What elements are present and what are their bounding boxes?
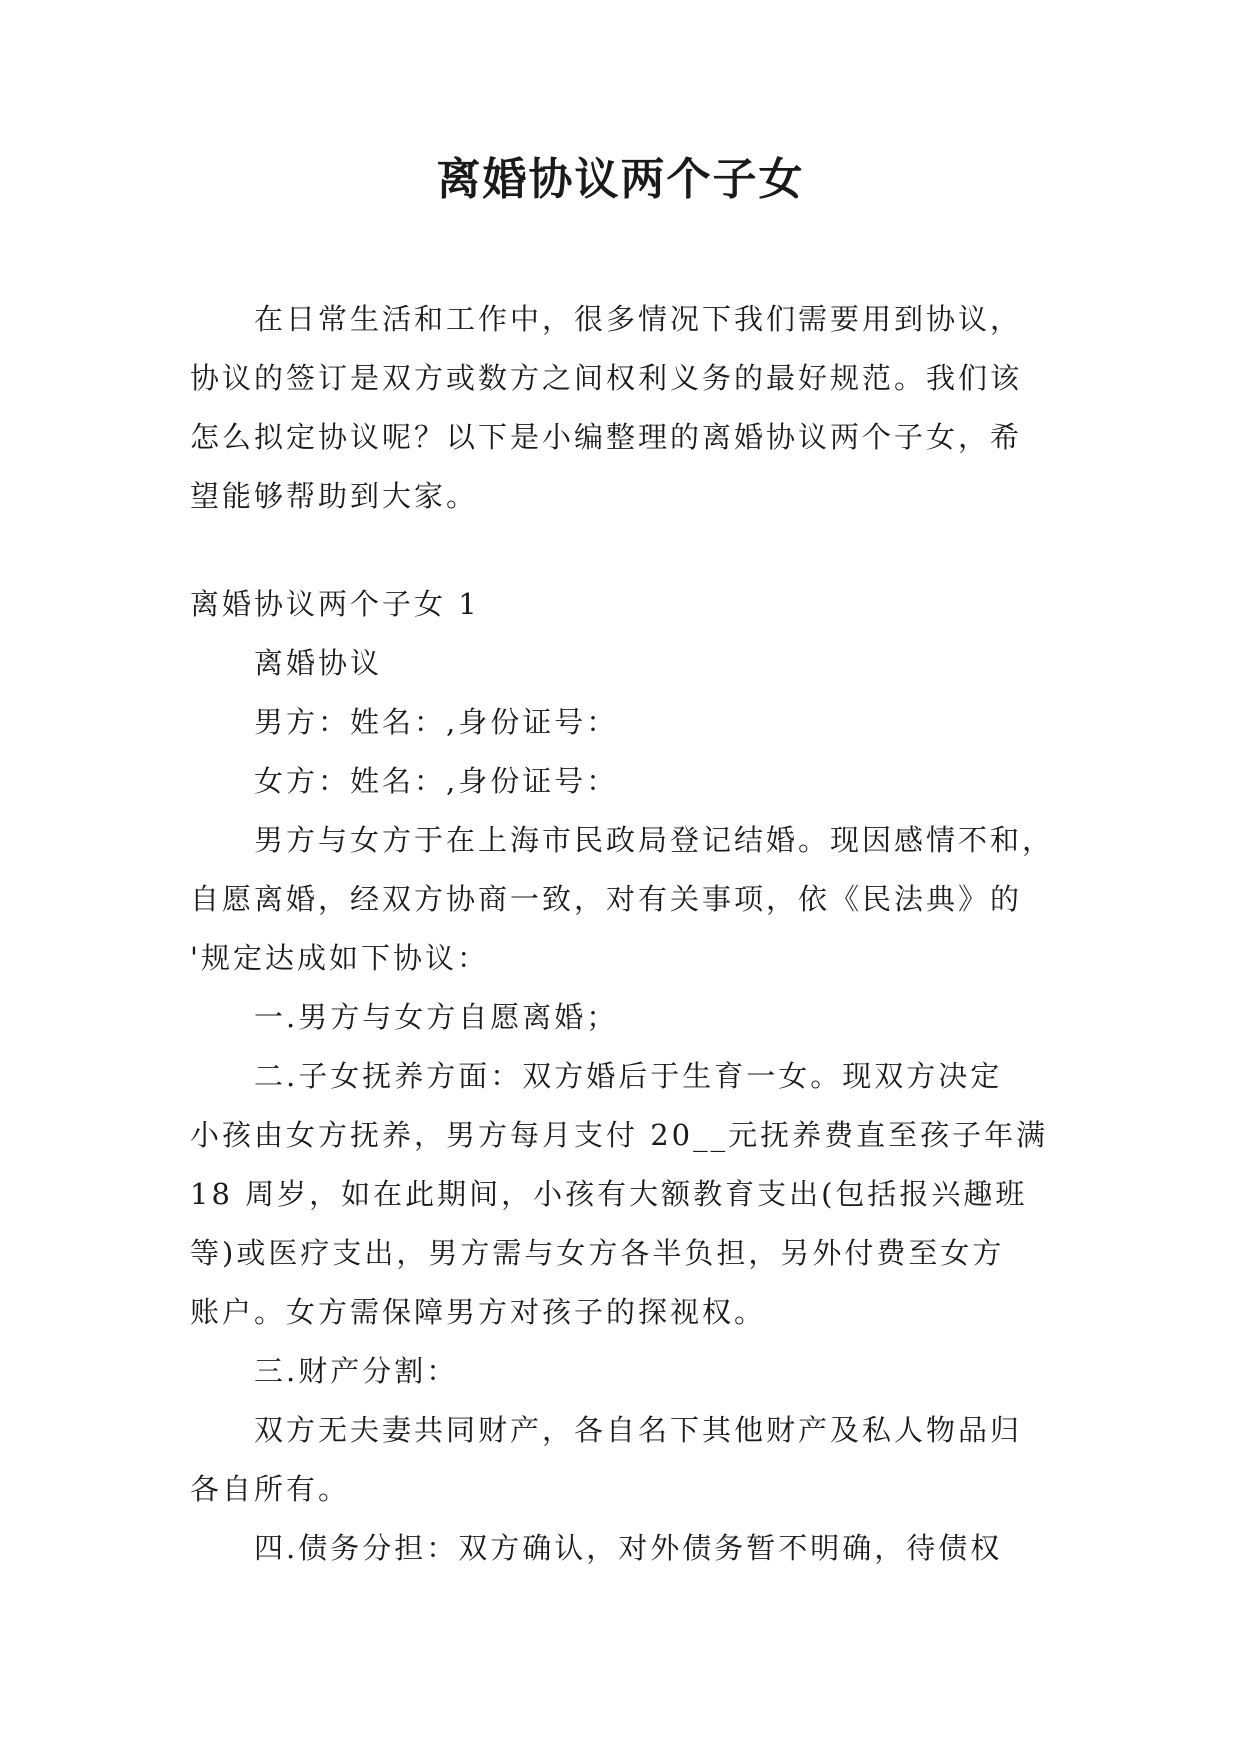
preamble-line: 自愿离婚，经双方协商一致，对有关事项，依《民法典》的 [190,882,1023,916]
agreement-title: 离婚协议 [254,646,383,680]
clause-1: 一.男方与女方自愿离婚； [254,1000,619,1034]
male-party-line: 男方：姓名：,身份证号： [254,705,619,739]
clause-2-line: 账户。女方需保障男方对孩子的探视权。 [190,1295,767,1329]
preamble-line: '规定达成如下协议： [190,941,489,975]
intro-line: 协议的签订是双方或数方之间权利义务的最好规范。我们该 [190,361,1023,395]
clause-2-line: 等)或医疗支出，男方需与女方各半负担，另外付费至女方 [190,1236,1005,1270]
intro-line: 望能够帮助到大家。 [190,479,479,513]
clause-2-line: 18 周岁，如在此期间，小孩有大额教育支出(包括报兴趣班 [190,1177,1028,1211]
agreement-body [190,575,1055,1578]
preamble-line: 男方与女方于在上海市民政局登记结婚。现因感情不和， [254,823,1055,857]
intro-line: 怎么拟定协议呢？以下是小编整理的离婚协议两个子女，希 [190,420,1023,454]
document-title: 离婚协议两个子女 [436,154,805,205]
female-party-line: 女方：姓名：,身份证号： [254,764,619,798]
clause-2-line: 小孩由女方抚养，男方每月支付 20__元抚养费直至孩子年满 [190,1118,1049,1152]
section-heading: 离婚协议两个子女 1 [190,587,480,621]
clause-3-title: 三.财产分割： [254,1354,459,1388]
clause-4-line: 四.债务分担：双方确认，对外债务暂不明确，待债权 [254,1531,1003,1565]
clause-3-line: 各自所有。 [190,1472,351,1506]
clause-2-line: 二.子女抚养方面：双方婚后于生育一女。现双方决定 [254,1059,1003,1093]
intro-line: 在日常生活和工作中，很多情况下我们需要用到协议， [254,302,1023,336]
clause-3-line: 双方无夫妻共同财产，各自名下其他财产及私人物品归 [254,1413,1023,1447]
intro-paragraph [190,290,1052,526]
